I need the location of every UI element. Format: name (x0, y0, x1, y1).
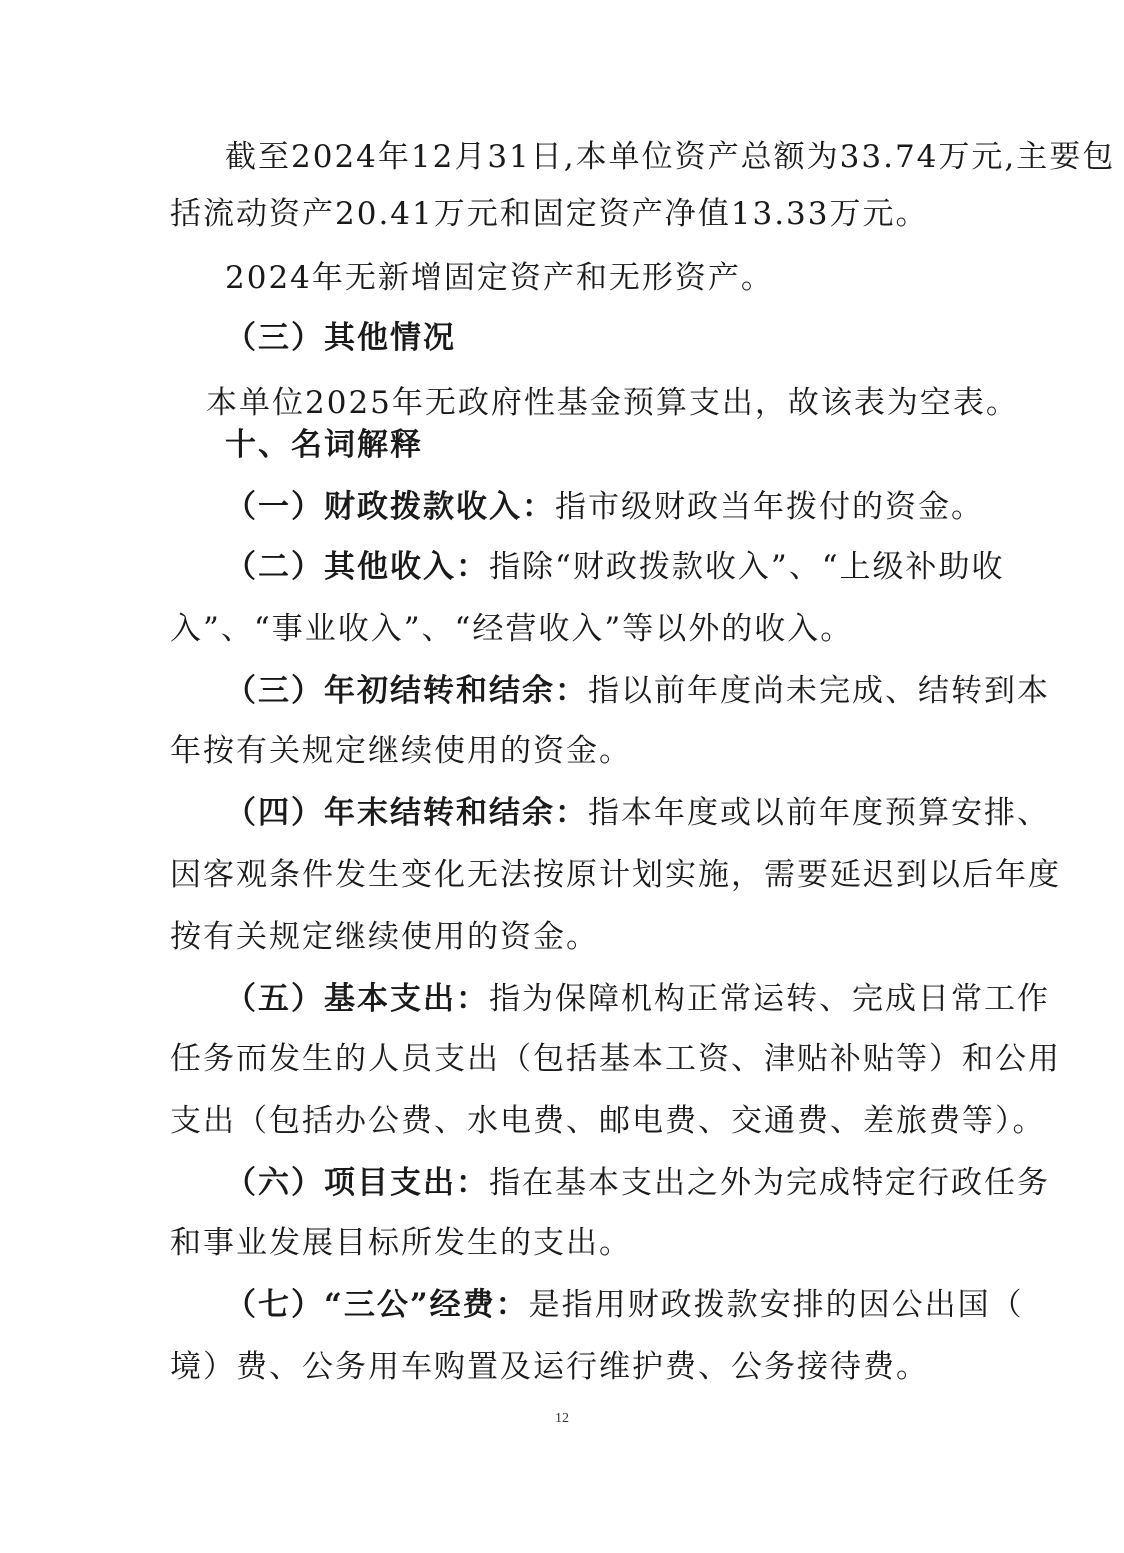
glossary-item-4-cont-1: 因客观条件发生变化无法按原计划实施，需要延迟到以后年度 (170, 857, 1061, 893)
glossary-definition: 指为保障机构正常运转、完成日常工作 (489, 981, 1050, 1017)
glossary-item-5-cont-2: 支出（包括办公费、水电费、邮电费、交通费、差旅费等）。 (170, 1103, 1046, 1139)
glossary-item-3-cont: 年按有关规定继续使用的资金。 (170, 733, 632, 769)
paragraph-assets-line-2: 括流动资产20.41万元和固定资产净值13.33万元。 (170, 196, 929, 232)
glossary-term: （七）“三公”经费： (225, 1287, 529, 1323)
paragraph-no-new-assets: 2024年无新增固定资产和无形资产。 (225, 260, 774, 296)
glossary-definition: 指以前年度尚未完成、结转到本 (588, 673, 1050, 709)
glossary-definition: 指市级财政当年拨付的资金。 (555, 489, 984, 525)
glossary-item-4-cont-2: 按有关规定继续使用的资金。 (170, 919, 599, 955)
glossary-definition: 指在基本支出之外为完成特定行政任务 (489, 1165, 1050, 1201)
glossary-term: （一）财政拨款收入： (225, 489, 555, 525)
glossary-term: （四）年末结转和结余： (225, 795, 588, 831)
glossary-term: （六）项目支出： (225, 1165, 489, 1201)
glossary-item-2 (225, 547, 1005, 587)
section-heading-other: （三）其他情况 (225, 320, 456, 356)
glossary-item-1 (225, 487, 984, 527)
glossary-item-5-cont-1: 任务而发生的人员支出（包括基本工资、津贴补贴等）和公用 (170, 1041, 1061, 1077)
glossary-item-3 (225, 671, 1050, 711)
glossary-item-7-cont: 境）费、公务用车购置及运行维护费、公务接待费。 (170, 1349, 929, 1385)
paragraph-fund-budget: 本单位2025年无政府性基金预算支出，故该表为空表。 (206, 385, 1019, 421)
glossary-item-7 (225, 1285, 1024, 1325)
glossary-definition: 是指用财政拨款安排的因公出国（ (528, 1287, 1024, 1323)
page-number: 12 (555, 1411, 569, 1426)
glossary-definition: 指本年度或以前年度预算安排、 (588, 795, 1050, 831)
glossary-item-5 (225, 979, 1050, 1019)
glossary-item-4 (225, 793, 1050, 833)
paragraph-assets-line-1: 截至2024年12月31日,本单位资产总额为33.74万元,主要包 (225, 139, 1116, 175)
glossary-term: （三）年初结转和结余： (225, 673, 588, 709)
glossary-item-6 (225, 1163, 1050, 1203)
glossary-definition: 指除“财政拨款收入”、“上级补助收 (489, 549, 1005, 585)
glossary-item-6-cont: 和事业发展目标所发生的支出。 (170, 1225, 632, 1261)
glossary-term: （二）其他收入： (225, 549, 489, 585)
section-heading-glossary: 十、名词解释 (225, 427, 423, 463)
glossary-term: （五）基本支出： (225, 981, 489, 1017)
glossary-item-2-cont: 入”、“事业收入”、“经营收入”等以外的收入。 (170, 611, 854, 647)
